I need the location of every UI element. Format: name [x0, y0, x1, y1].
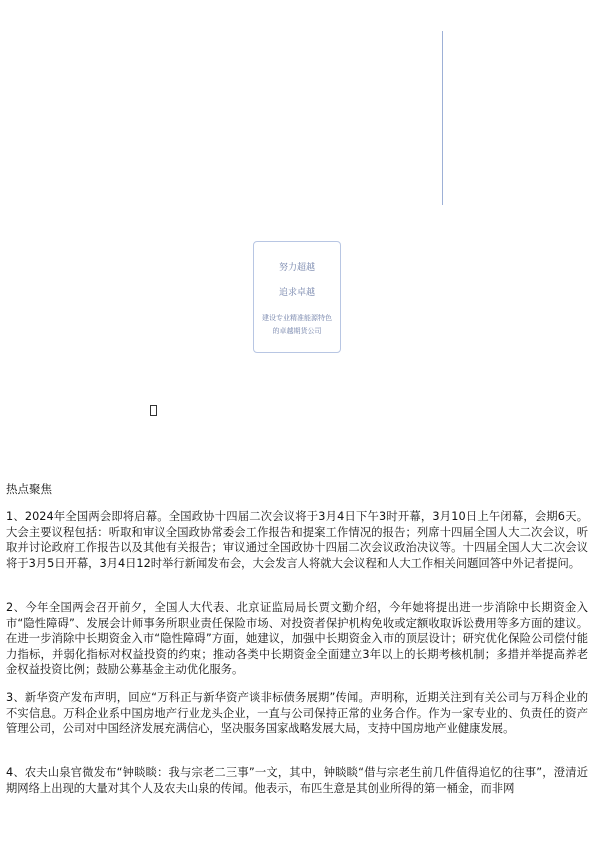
missing-glyph-icon — [150, 405, 157, 416]
slogan-line-2: 追求卓越 — [278, 288, 315, 298]
slogan-line-1: 努力超越 — [278, 263, 315, 273]
slogan-description: 建设专业精准能源特色的卓越期货公司 — [262, 314, 332, 335]
news-paragraph-1: 1、2024年全国两会即将启幕。全国政协十四届二次会议将于3月4日下午3时开幕，3月10日上午闭幕，会期6天。大会主要议程包括：听取和审议全国政协常委会工作报告和提案工作情况的报告；列席十四届全国人大二次会议，听取并讨论政府工作报告以及其他有关报告；审议通过全国政协十四届二次会议政治决议等。十四届全国人大二次会议将于3月5日开幕，3月4日12时举行新闻发布会，大会发言人将就大会议程和人大工作相关问题回答中外记者提问。 — [6, 510, 588, 570]
news-paragraph-2: 2、今年全国两会召开前夕，全国人大代表、北京证监局局长贾文勤介绍，今年她将提出进一步消除中长期资金入市“隐性障碍”、发展会计师事务所职业责任保险市场、对投资者保护机构免收或定额收取诉讼费用等多方面的建议。在进一步消除中长期资金入市“隐性障碍”方面，她建议，加强中长期资金入市的顶层设计；研究优化保险公司偿付能力指标，并弱化指标对权益投资的约束；推动各类中长期资金全面建立3年以上的长期考核机制；多措并举提高养老金权益投资比例；鼓励公募基金主动优化服务。 — [6, 601, 588, 677]
vertical-divider-line — [442, 31, 443, 205]
news-paragraph-4: 4、农夫山泉官微发布“钟睒睒：我与宗老二三事”一文，其中，钟睒睒“借与宗老生前几件值得追忆的往事”，澄清近期网络上出现的大量对其个人及农夫山泉的传闻。他表示，布匹生意是其创业所得的第一桶金，而非网 — [6, 766, 588, 795]
section-heading: 热点聚焦 — [6, 482, 52, 496]
company-slogan-card — [253, 241, 341, 353]
news-paragraph-3: 3、新华资产发布声明，回应“万科正与新华资产谈非标债务展期”传闻。声明称，近期关注到有关公司与万科企业的不实信息。万科企业系中国房地产行业龙头企业，一直与公司保持正常的业务合作。作为一家专业的、负责任的资产管理公司，公司对中国经济发展充满信心，坚决服务国家战略发展大局，支持中国房地产业健康发展。 — [6, 691, 588, 736]
